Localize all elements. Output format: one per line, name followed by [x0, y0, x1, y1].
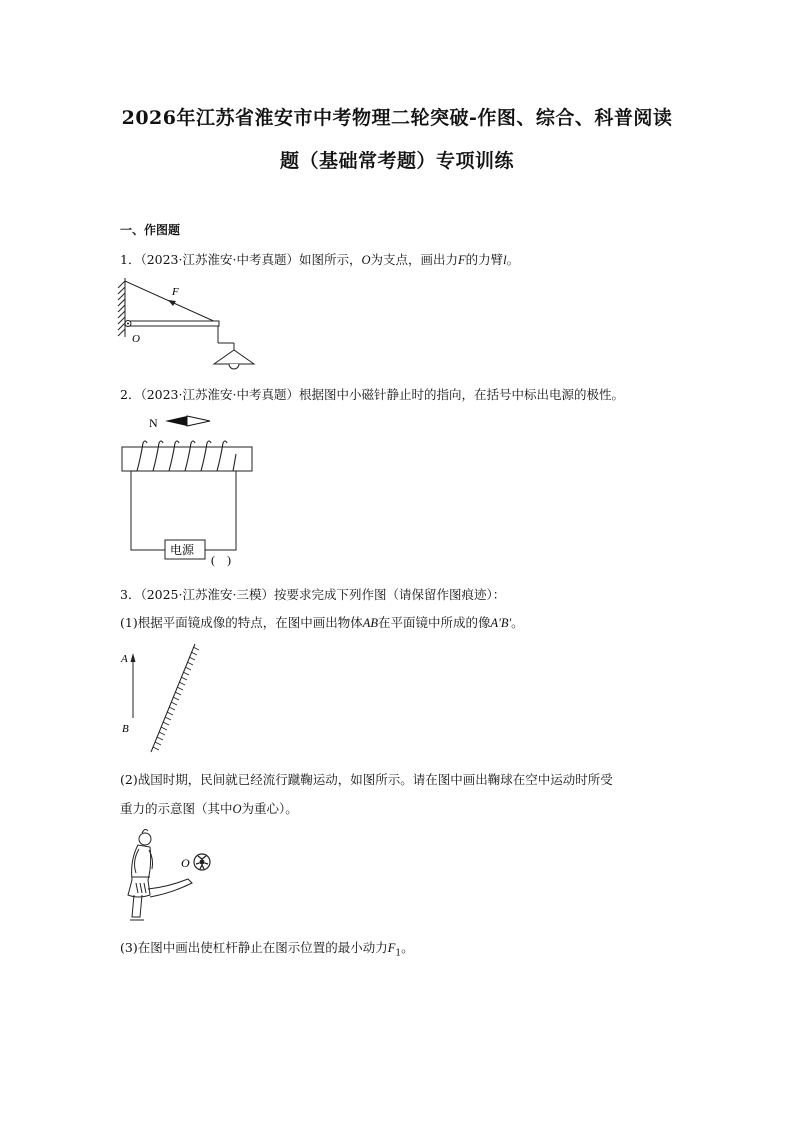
q2-fig-label-N: N	[149, 416, 158, 430]
question-3-sub3-text: (3)在图中画出使杠杆静止在图示位置的最小动力$F_1$。	[120, 940, 414, 959]
section-heading: 一、作图题	[120, 223, 181, 237]
question-3-sub2-line1: (2)战国时期，民间就已经流行蹴鞠运动，如图所示。请在图中画出鞠球在空中运动时所受	[120, 772, 613, 787]
q3-fig-label-B: B	[122, 723, 129, 735]
page-title-line2: 题（基础常考题）专项训练	[279, 150, 514, 172]
question-1-figure	[112, 275, 262, 375]
q1-fig-label-F: F	[172, 286, 179, 298]
q2-fig-paren: ( )	[211, 553, 231, 567]
q3-fig-label-A: A	[121, 653, 128, 665]
plane-mirror	[151, 644, 195, 752]
compass-needle-icon	[165, 416, 187, 426]
q3-fig-label-O: O	[181, 856, 190, 870]
q2-fig-source-label: 电源	[170, 543, 195, 557]
question-3-sub2-line2: 重力的示意图（其中O为重心）。	[120, 801, 298, 816]
question-3-sub2-figure	[118, 825, 228, 925]
q1-fig-label-O: O	[132, 333, 140, 345]
page-title-line1: 2026年江苏省淮安市中考物理二轮突破-作图、综合、科普阅读	[121, 107, 673, 129]
question-3-sub1-figure	[115, 640, 205, 760]
question-3-sub1-text: (1)根据平面镜成像的特点，在图中画出物体AB在平面镜中所成的像A'B'。	[120, 615, 524, 630]
question-1-text: 1．（2023·江苏淮安·中考真题）如图所示，O为支点，画出力F的力臂l。	[120, 252, 520, 267]
question-3-text: 3．（2025·江苏淮安·三模）按要求完成下列作图（请保留作图痕迹）：	[120, 587, 506, 602]
question-2-text: 2．（2023·江苏淮安·中考真题）根据图中小磁针静止时的指向，在括号中标出电源的极性。	[120, 387, 624, 402]
question-2-figure	[115, 410, 265, 570]
